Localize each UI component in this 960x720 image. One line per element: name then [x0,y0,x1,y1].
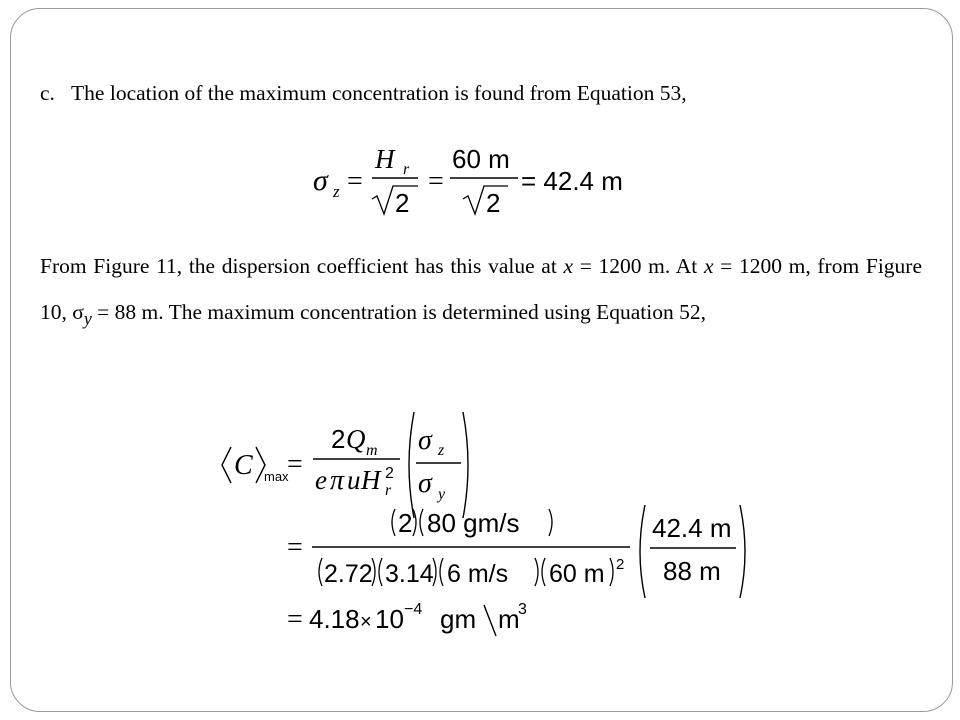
eq2-line2-num-a: 2 [398,508,413,538]
eq2-H: H [361,465,381,495]
var-x: x [703,254,714,278]
text-run: = 1200 m. At [573,254,704,278]
eq2-equals2: = [287,532,303,563]
eq1-sub-z: z [333,182,340,201]
eq2-pi: π [330,465,345,496]
eq2-line3-unit-b: m [498,604,520,634]
eq1-sigma: σ [313,164,328,197]
eq1-sqrt-arg: 2 [395,188,410,218]
eq2-sigma-z: σ [418,425,432,456]
eq2-line2-den-b: 3.14 [385,560,434,588]
eq1-result: = 42.4 m [521,166,623,196]
eq2-line2-frac-den: 88 m [663,556,721,586]
eq2-line2-den-c: 6 m/s [447,560,509,588]
var-x: x [563,254,574,278]
eq2-line2-den-a: 2.72 [324,560,373,588]
part-label-period: . [49,81,55,105]
eq2-Q: Q [346,424,366,454]
part-label: c [40,81,50,105]
paragraph-figures [40,243,922,341]
eq2-num-2: 2 [331,424,346,454]
eq2-sigma-y: σ [418,468,432,499]
sub-y: y [83,308,92,329]
eq2-C: C [234,450,253,481]
text-run: = 88 m. The maximum concentration is determined using Equation 52, [91,300,707,324]
eq1-num2: 60 m [452,144,510,174]
eq2-Q-sub: m [366,442,378,459]
eq2-line2-num-b: 80 gm/s [427,508,520,538]
eq1-equals: = [347,166,363,197]
eq2-equals1: = [287,449,303,480]
eq2-line3-val: 4.18 [309,604,360,634]
eq2-H-sup: 2 [385,465,394,482]
text-run: = 1200 m, from Figure 10, [40,254,922,324]
eq2-e: e [315,465,327,495]
eq2-line3-exp: −4 [404,601,423,618]
eq1-equals2: = [428,166,444,197]
eq1-H-sub: r [403,161,410,178]
eq2-z: z [438,442,445,459]
paragraph-text: The location of the maximum concentration is found from Equation 53, [71,81,687,105]
eq2-equals3: = [287,604,303,635]
eq2-u: u [347,465,361,495]
eq2-line3-unit-exp: 3 [518,601,527,618]
eq2-line3-ten: 10 [375,604,404,634]
eq2-H-sub: r [385,482,392,499]
eq1-H: H [375,144,395,174]
paragraph-part-c [40,70,922,116]
sigma-symbol: σ [72,300,84,324]
eq1-sqrt-arg2: 2 [486,188,501,218]
eq2-line3-times: × [360,611,372,633]
eq2-line3-unit-a: gm [440,604,477,634]
eq2-line2-den-d: 60 m [549,560,605,588]
eq2-y: y [438,486,446,503]
eq2-line2-frac-num: 42.4 m [652,513,732,543]
eq2-line2-den-sup: 2 [616,556,625,573]
text-run: From Figure 11, the dispersion coefficient has this value at [40,254,564,278]
eq2-max: max [264,469,289,484]
